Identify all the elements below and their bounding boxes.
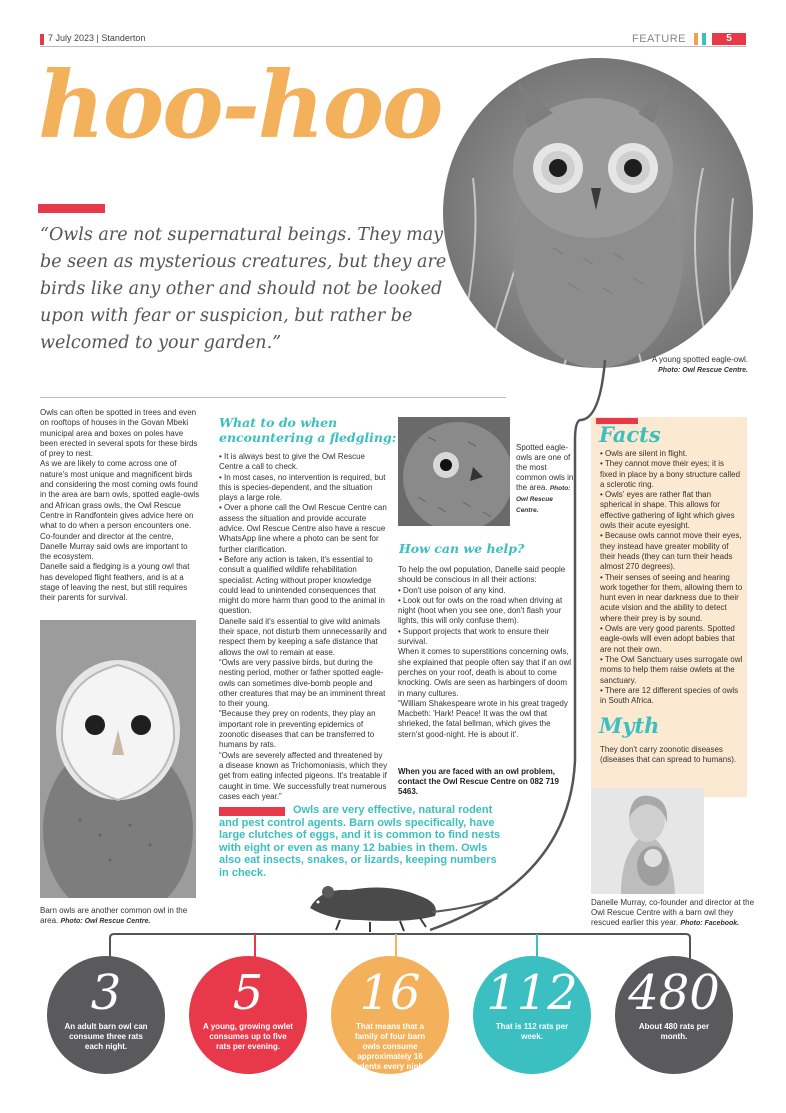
- stat-number: 16: [359, 965, 421, 1021]
- intro-column: [40, 408, 200, 604]
- fledgling-paragraph: “Because they prey on rodents, they play an important role in preventing epidemics of zoonotic diseases that can be transferred to humans by rats.: [219, 709, 376, 750]
- fact-item: • Owls' eyes are rather flat than spherical in shape. This allows for effective gathering of light which gives owls their acute eyesight.: [600, 490, 735, 531]
- help-paragraph: When it comes to superstitions concerning owls, she explained that people often say that if an owl perches on your roof, death is about to come knocking. Owls are seen as harbingers of doom in many cultures.: [398, 647, 572, 698]
- page-number: 5: [712, 33, 746, 45]
- fledgling-paragraph: “Owls are severely affected and threatened by a disease known as Trichomoniasis, which they get from eating infected pigeons. It's treatable if caught in time. We successfully treat numerous cases each year.”: [219, 750, 388, 801]
- help-paragraph: • Support projects that work to ensure their survival.: [398, 626, 550, 647]
- facts-list: [600, 449, 743, 706]
- header-accent: [40, 34, 44, 45]
- dateline: 7 July 2023 | Standerton: [48, 33, 146, 43]
- fledgling-paragraph: • Over a phone call the Owl Rescue Centre can assess the situation and provide accurate advice. Owl Rescue Centre also have a rescue WhatsApp line where a photo can be sent for further clarification.: [219, 503, 387, 554]
- stat-circle-112: [473, 956, 591, 1074]
- stat-circle-5: [189, 956, 307, 1074]
- stat-text: That means that a family of four barn owls consume approximately 16 rodents every night.: [351, 1022, 429, 1071]
- quote-accent-bar: [38, 204, 105, 213]
- section-label: FEATURE: [631, 33, 686, 45]
- stat-text: An adult barn owl can consume three rats each night.: [64, 1022, 148, 1051]
- fact-item: • Owls are silent in flight.: [600, 449, 688, 458]
- fact-item: • Because owls cannot move their eyes, they instead have greater mobility of their heads (they can turn their heads almost 270 degrees).: [600, 531, 742, 572]
- stat-number: 112: [486, 965, 578, 1021]
- rat-illustration: [300, 868, 500, 938]
- fact-item: • Their senses of seeing and hearing work together for them, allowing them to hunt even in near darkness due to their acute vision and the ability to detect where their prey is by sound.: [600, 572, 743, 623]
- fledgling-paragraph: “Owls are very passive birds, but during the nesting period, mother or father spotted eagle-owls can sometimes dive-bomb people and other creatures that may be an imminent threat to their young.: [219, 657, 386, 709]
- fledgling-paragraph: • It is always best to give the Owl Rescue Centre a call to check.: [219, 452, 365, 472]
- photo-credit: Photo: Facebook.: [680, 920, 740, 927]
- help-paragraph: • Don't use poison of any kind.: [398, 585, 506, 595]
- intro-paragraph: As we are likely to come across one of nature's most unique and magnificent birds and considering the most coming owls found in the area are barn owls, spotted eagle-owls and African grass owls, the Owl Rescue Centre in Randfontein gives advice here on what to do when a person encounters one.: [40, 459, 200, 531]
- eagle-owl-caption: [516, 443, 576, 516]
- danelle-caption: [591, 898, 756, 929]
- stat-circle-3: [47, 956, 165, 1074]
- help-column: [398, 565, 573, 740]
- stat-text: That is 112 rats per week.: [495, 1022, 569, 1041]
- stat-circle-480: [615, 956, 733, 1074]
- myth-title: Myth: [599, 713, 660, 738]
- intro-paragraph: Co-founder and director at the centre, Danelle Murray said owls are important to the ecosystem.: [40, 531, 188, 562]
- lead-quote: “Owls are not supernatural beings. They may be seen as mysterious creatures, but they are birds like any other and should not be looked upon with fear or suspicion, but rather be welcomed to your garden.”: [40, 225, 447, 353]
- caption-text: Danelle Murray, co-founder and director at the Owl Rescue Centre with a barn owl they rescued earlier this year.: [591, 898, 755, 927]
- stat-number: 3: [90, 965, 122, 1021]
- help-heading: How can we help?: [399, 541, 525, 556]
- fledgling-heading: What to do when encountering a fledgling:: [219, 415, 397, 445]
- page-header: [40, 33, 746, 47]
- caption-text: Spotted eagle-owls are one of the most common owls in the area.: [516, 443, 574, 492]
- stat-text: A young, growing owlet consumes up to five rats per evening.: [203, 1022, 293, 1051]
- stat-number: 5: [232, 965, 264, 1021]
- contact-info: When you are faced with an owl problem, contact the Owl Rescue Centre on 082 719 5463.: [398, 767, 559, 796]
- header-rule: [40, 46, 746, 47]
- caption-text: Barn owls are another common owl in the area.: [40, 906, 188, 925]
- facts-title: Facts: [599, 422, 661, 447]
- fledgling-column: [219, 452, 389, 802]
- main-owl-caption: [600, 355, 748, 376]
- stat-number: 480: [628, 965, 720, 1021]
- fledgling-paragraph: • In most cases, no intervention is required, but this is species-dependent, and the situation plays a large role.: [219, 472, 386, 503]
- intro-paragraph: Owls can often be spotted in trees and even on rooftops of houses in the Govan Mbeki municipal area and boxes on poles have been erected in several spots for these birds of prey to nest.: [40, 408, 198, 459]
- help-paragraph: • Look out for owls on the road when driving at night (hoot when you see one, don't flash your lights, this will only confuse them).: [398, 595, 563, 626]
- intro-paragraph: Danelle said a fledging is a young owl that has developed flight feathers, and is at a stage of leaving the nest, but still requires their parents for survival.: [40, 562, 190, 603]
- fact-item: • Owls are very good parents. Spotted eagle-owls will even adopt babies that are not their own.: [600, 624, 735, 654]
- pullquote: Owls are very effective, natural rodent and pest control agents. Barn owls specifically, have large clutches of eggs, and it is common to find nests with eight or even as many 12 babies in them. Owls also eat insects, snakes, or lizards, keeping numbers in check.: [219, 804, 501, 879]
- fledgling-paragraph: Danelle said it's essential to give wild animals their space, not disturb them unnecessarily and respect them by keeping a safe distance that allows the owl to remain at ease.: [219, 616, 387, 657]
- headline: hoo-hoo: [38, 51, 442, 159]
- help-paragraph: To help the owl population, Danelle said people should be conscious in all their actions:: [398, 565, 566, 585]
- header-color-block-teal: [702, 33, 706, 45]
- caption-text: A young spotted eagle-owl.: [651, 355, 748, 364]
- header-color-block-orange: [694, 33, 698, 45]
- fledgling-paragraph: • Before any action is taken, it's essential to consult a qualified wildlife rehabilitation specialist. Acting without proper knowledge could lead to unintended consequences that might do more harm than good to the animal in question.: [219, 554, 385, 616]
- barn-owl-photo: [40, 620, 196, 898]
- myth-text: They don't carry zoonotic diseases (diseases that can spread to humans).: [600, 745, 737, 765]
- danelle-murray-photo: [591, 788, 704, 894]
- photo-credit: Photo: Owl Rescue Centre.: [60, 918, 151, 925]
- photo-credit: Photo: Owl Rescue Centre.: [516, 485, 571, 514]
- fact-item: • There are 12 different species of owls in South Africa.: [600, 685, 739, 706]
- stat-circle-16: [331, 956, 449, 1074]
- spotted-eagle-owl-photo: [443, 58, 753, 368]
- fact-item: • They cannot move their eyes; it is fixed in place by a bony structure called a sclerotic ring.: [600, 459, 741, 489]
- eagle-owl-photo: [398, 417, 510, 526]
- help-paragraph: “William Shakespeare wrote in his great tragedy Macbeth: 'Hark! Peace! It was the owl that shrieked, the fatal bellman, which gives the stern'st good-night. He is about it'.: [398, 698, 568, 739]
- fact-item: • The Owl Sanctuary uses surrogate owl moms to help them raise owlets at the sanctuary.: [600, 654, 743, 685]
- stat-text: About 480 rats per month.: [638, 1022, 710, 1041]
- photo-credit: Photo: Owl Rescue Centre.: [658, 367, 748, 374]
- barn-owl-caption: [40, 906, 205, 927]
